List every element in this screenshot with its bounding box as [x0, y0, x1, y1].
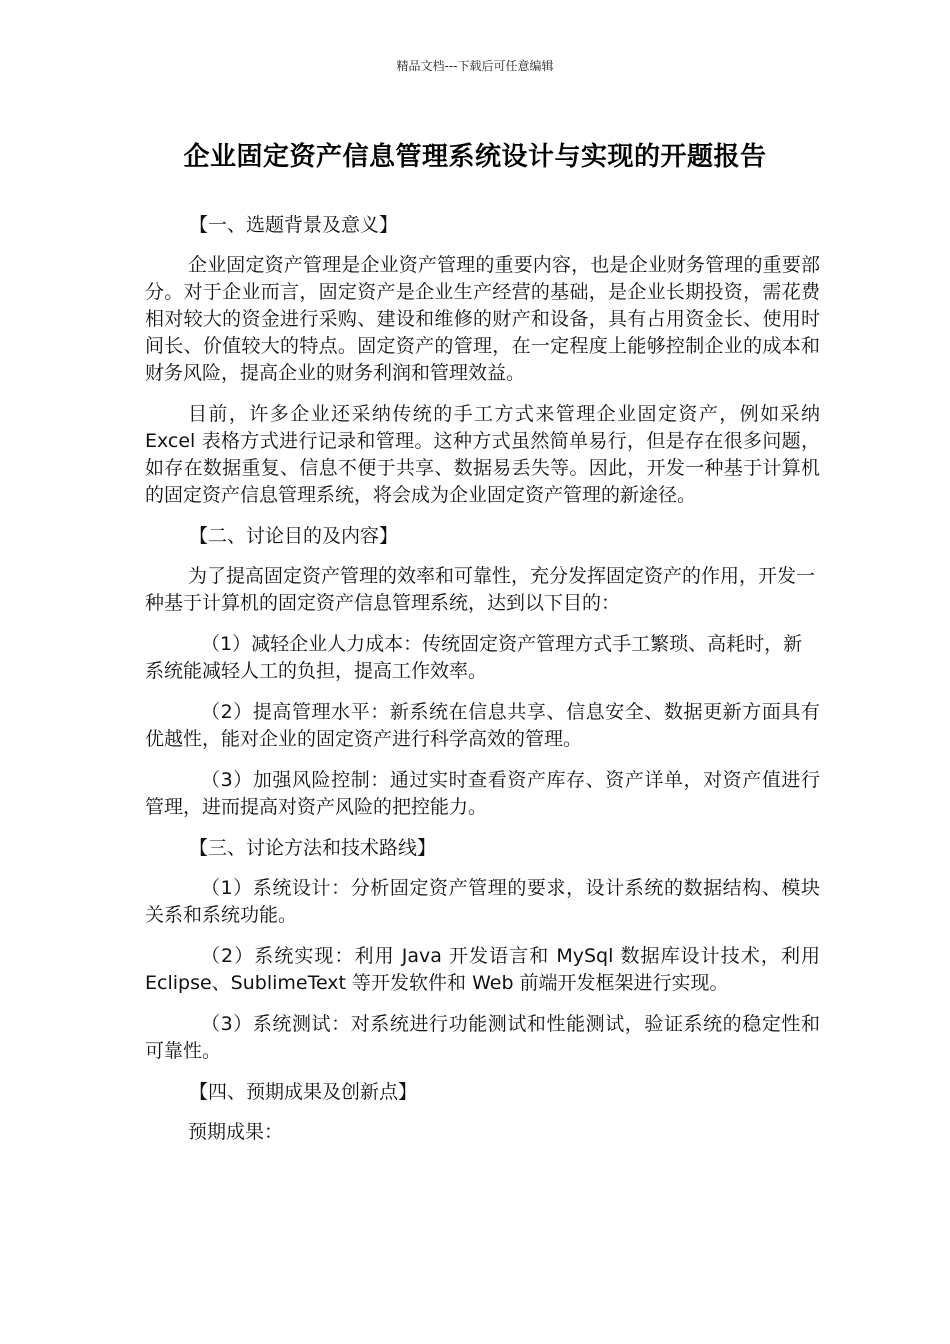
- paragraph: 预期成果：: [188, 1121, 284, 1143]
- paragraph: 企业固定资产管理是企业资产管理的重要内容，也是企业财务管理的重要部分。对于企业而言，固定资产是企业生产经营的基础，是企业长期投资，需花费相对较大的资金进行采购、建设和维修的财产和设备，具有占用资金长、使用时间长、价值较大的特点。固定资产的管理，在一定程度上能够控制企业的成本和财务风险，提高企业的财务利润和管理效益。: [145, 254, 820, 384]
- section-heading-methods: 【三、讨论方法和技术路线】: [189, 837, 437, 859]
- section-heading-outcomes: 【四、预期成果及创新点】: [189, 1081, 418, 1103]
- list-item: （2）提高管理水平：新系统在信息共享、信息安全、数据更新方面具有优越性，能对企业的固定资产进行科学高效的管理。: [145, 701, 820, 750]
- paragraph: 为了提高固定资产管理的效率和可靠性，充分发挥固定资产的作用，开发一种基于计算机的固定资产信息管理系统，达到以下目的：: [145, 565, 816, 614]
- list-item: （3）系统测试：对系统进行功能测试和性能测试，验证系统的稳定性和可靠性。: [145, 1013, 820, 1062]
- paragraph: 目前，许多企业还采纳传统的手工方式来管理企业固定资产，例如采纳 Excel 表格方式进行记录和管理。这种方式虽然简单易行，但是存在很多问题，如存在数据重复、信息不便于共享、数据易丢失等。因此，开发一种基于计算机的固定资产信息管理系统，将会成为企业固定资产管理的新途径。: [145, 403, 820, 506]
- list-item: （1）减轻企业人力成本：传统固定资产管理方式手工繁琐、高耗时，新系统能减轻人工的负担，提高工作效率。: [145, 633, 803, 682]
- list-item: （3）加强风险控制：通过实时查看资产库存、资产详单，对资产值进行管理，进而提高对资产风险的把控能力。: [145, 769, 820, 818]
- header-note: 精品文档---下载后可任意编辑: [396, 59, 554, 73]
- list-item: （2）系统实现：利用 Java 开发语言和 MySql 数据库设计技术，利用 Eclipse、SublimeText 等开发软件和 Web 前端开发框架进行实现。: [145, 945, 820, 994]
- list-item: （1）系统设计：分析固定资产管理的要求，设计系统的数据结构、模块关系和系统功能。: [145, 877, 820, 926]
- document-title: 企业固定资产信息管理系统设计与实现的开题报告: [183, 142, 767, 172]
- section-heading-purpose: 【二、讨论目的及内容】: [189, 525, 399, 547]
- document-body: [145, 212, 820, 1160]
- section-heading-background: 【一、选题背景及意义】: [189, 214, 399, 236]
